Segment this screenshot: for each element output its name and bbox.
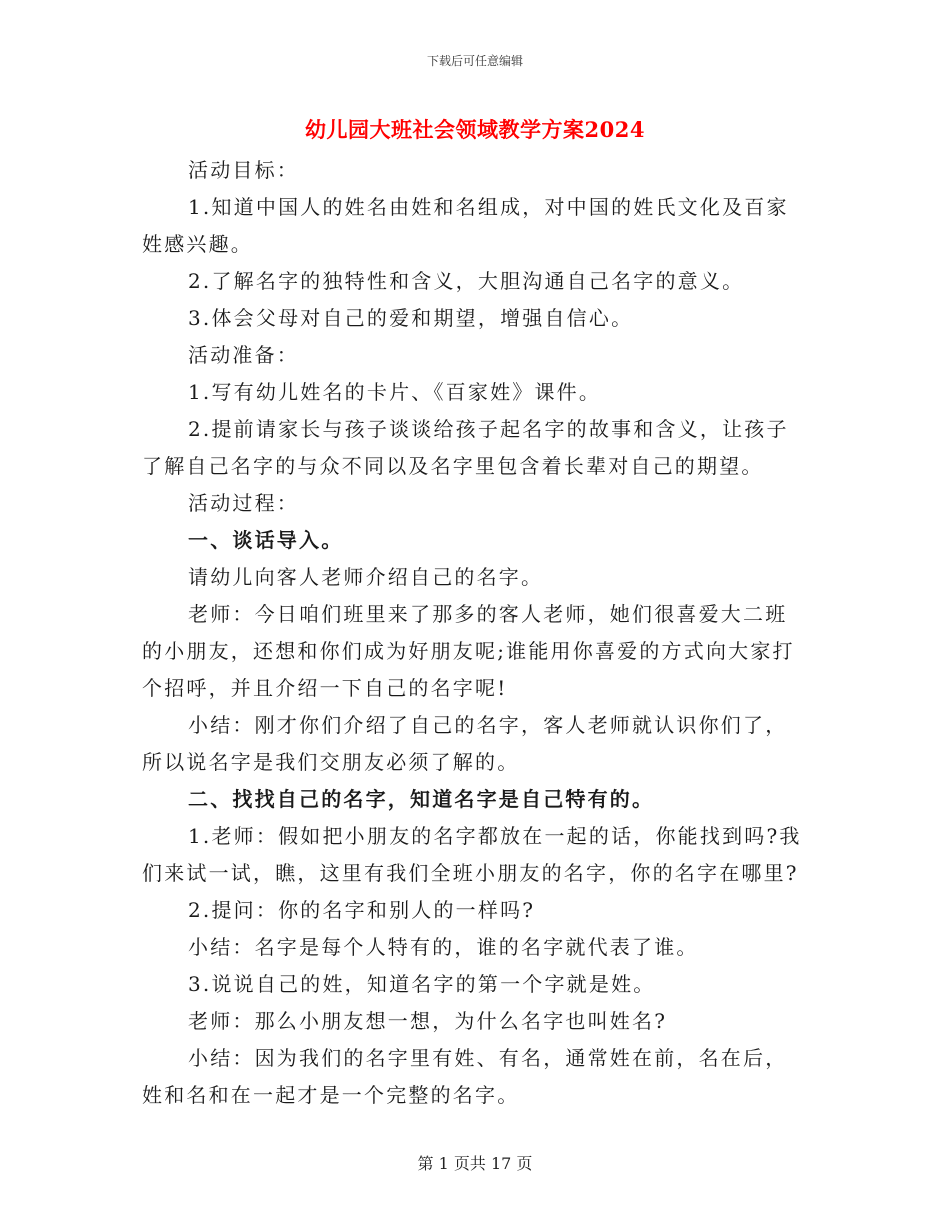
paragraph-preparation-heading: 活动准备： — [188, 343, 299, 367]
paragraph-preparation-2: 2.提前请家长与孩子谈谈给孩子起名字的故事和含义，让孩子了解自己名字的与众不同以及名字里包含着长辈对自己的期望。 — [142, 417, 789, 478]
paragraph-summary-1: 小结：刚才你们介绍了自己的名字，客人老师就认识你们了，所以说名字是我们交朋友必须了解的。 — [142, 713, 788, 774]
section-heading-2: 二、找找自己的名字，知道名字是自己特有的。 — [188, 787, 655, 811]
document-body — [142, 152, 808, 1114]
paragraph-step-3: 3.说说自己的姓，知道名字的第一个字就是姓。 — [188, 972, 656, 996]
paragraph-objectives-heading: 活动目标： — [188, 158, 299, 182]
paragraph-objective-2: 2.了解名字的独特性和含义，大胆沟通自己名字的意义。 — [188, 269, 745, 293]
paragraph-preparation-1: 1.写有幼儿姓名的卡片、《百家姓》课件。 — [188, 380, 602, 404]
page-header: 下载后可任意编辑 — [426, 54, 523, 68]
paragraph-teacher-greeting: 老师：今日咱们班里来了那多的客人老师，她们很喜爱大二班的小朋友，还想和你们成为好朋友呢;谁能用你喜爱的方式向大家打个招呼，并且介绍一下自己的名字呢! — [142, 602, 795, 700]
paragraph-objective-1: 1.知道中国人的姓名由姓和名组成，对中国的姓氏文化及百家姓感兴趣。 — [142, 195, 789, 256]
paragraph-teacher-question: 老师：那么小朋友想一想，为什么名字也叫姓名? — [188, 1009, 668, 1033]
paragraph-summary-3: 小结：因为我们的名字里有姓、有名，通常姓在前，名在后，姓和名和在一起才是一个完整的名字。 — [142, 1046, 788, 1107]
paragraph-objective-3: 3.体会父母对自己的爱和期望，增强自信心。 — [188, 306, 634, 330]
paragraph-step-1: 1.老师：假如把小朋友的名字都放在一起的话，你能找到吗?我们来试一试，瞧，这里有我们全班小朋友的名字，你的名字在哪里? — [142, 824, 802, 885]
section-heading-1: 一、谈话导入。 — [188, 528, 344, 552]
paragraph-intro-instruction: 请幼儿向客人老师介绍自己的名字。 — [188, 565, 544, 589]
document-title: 幼儿园大班社会领域教学方案2024 — [305, 117, 645, 142]
page-footer: 第 1 页共 17 页 — [417, 1154, 533, 1173]
paragraph-summary-2: 小结：名字是每个人特有的，谁的名字就代表了谁。 — [188, 935, 699, 959]
paragraph-process-heading: 活动过程： — [188, 491, 299, 515]
paragraph-step-2: 2.提问：你的名字和别人的一样吗? — [188, 898, 536, 922]
